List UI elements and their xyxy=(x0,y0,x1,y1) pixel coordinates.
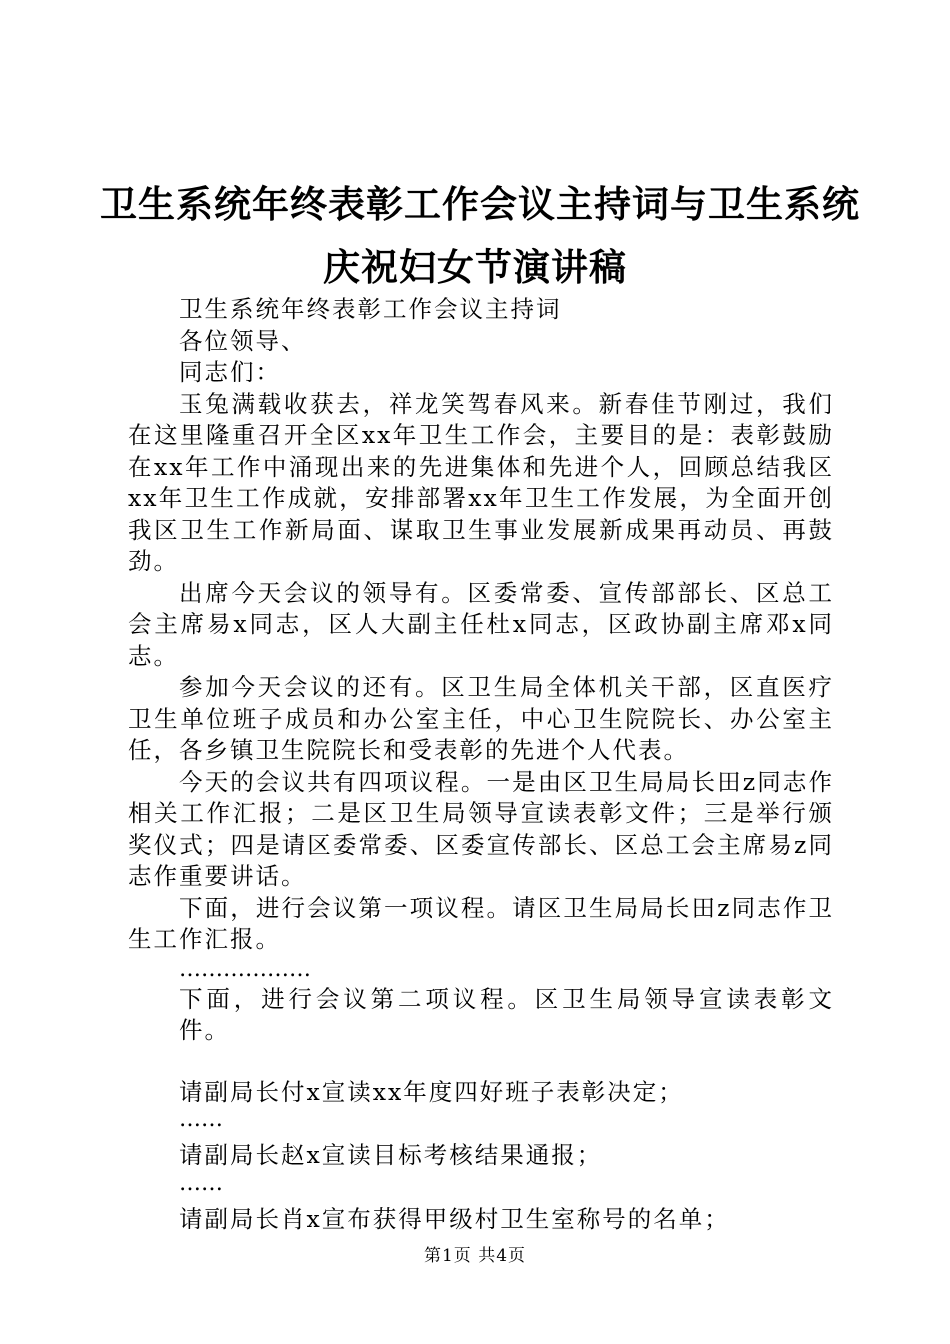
document-title-line-2: 庆祝妇女节演讲稿 xyxy=(323,246,627,289)
section-heading: 卫生系统年终表彰工作会议主持词 xyxy=(179,295,562,323)
ellipsis-separator: ……………… xyxy=(179,956,311,982)
document-body xyxy=(128,294,834,1235)
reading-item-1: 请副局长付x宣读xx年度四好班子表彰决定； xyxy=(179,1077,684,1106)
paragraph-second-item: 下面，进行会议第二项议程。区卫生局领导宣读表彰文件。 xyxy=(179,984,834,1044)
reading-item-3: 请副局长肖x宣布获得甲级村卫生室称号的名单； xyxy=(179,1204,730,1233)
paragraph-first-item: 下面，进行会议第一项议程。请区卫生局局长田z同志作卫生工作汇报。 xyxy=(128,893,834,953)
paragraph-opening: 玉兔满载收获去，祥龙笑驾春风来。新春佳节刚过，我们在这里隆重召开全区xx年卫生工作会，主要目的是：表彰鼓励在xx年工作中涌现出来的先进集体和先进个人，回顾总结我区xx年卫生工作成就，安排部署xx年卫生工作发展，为全面开创我区卫生工作新局面、谋取卫生事业发展新成果再动员、再鼓劲。 xyxy=(128,389,834,575)
ellipsis-separator: …… xyxy=(179,1107,223,1132)
reading-item-2: 请副局长赵x宣读目标考核结果通报； xyxy=(179,1141,603,1169)
document-title-line-1: 卫生系统年终表彰工作会议主持词与卫生系统 xyxy=(100,183,860,226)
greeting-line-2: 同志们： xyxy=(179,358,281,386)
ellipsis-separator: …… xyxy=(179,1170,223,1196)
paragraph-other-attendees: 参加今天会议的还有。区卫生局全体机关干部，区直医疗卫生单位班子成员和办公室主任，中心卫生院院长、办公室主任，各乡镇卫生院院长和受表彰的先进个人代表。 xyxy=(128,673,834,764)
page-number: 第1页 共4页 xyxy=(423,1246,527,1266)
paragraph-agenda: 今天的会议共有四项议程。一是由区卫生局局长田z同志作相关工作汇报；二是区卫生局领导宣读表彰文件；三是举行颁奖仪式；四是请区委常委、区委宣传部长、区总工会主席易z同志作重要讲话。 xyxy=(128,767,834,890)
paragraph-attending-leaders: 出席今天会议的领导有。区委常委、宣传部部长、区总工会主席易x同志，区人大副主任杜x同志，区政协副主席邓x同志。 xyxy=(128,578,834,670)
greeting-line-1: 各位领导、 xyxy=(179,326,307,355)
